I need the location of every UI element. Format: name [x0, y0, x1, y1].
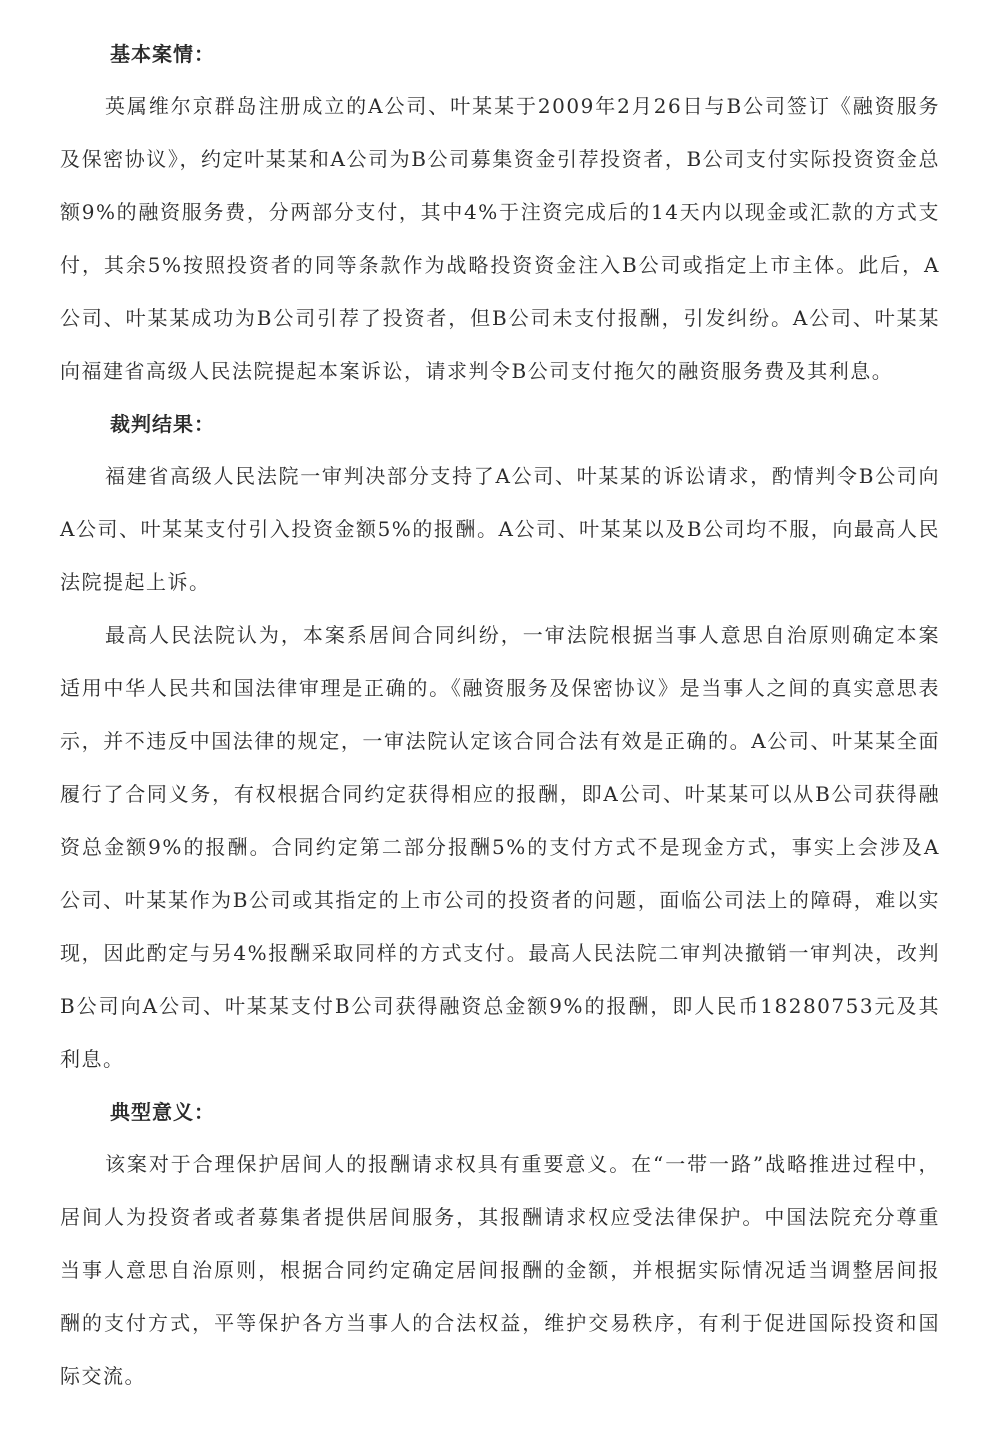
- section-heading-significance: 典型意义：: [110, 1100, 215, 1124]
- section-heading-judgment-result: 裁判结果：: [110, 412, 215, 436]
- paragraph-significance: 该案对于合理保护居间人的报酬请求权具有重要意义。在“一带一路”战略推进过程中，居间人为投资者或者募集者提供居间服务，其报酬请求权应受法律保护。中国法院充分尊重当事人意思自治原则，根据合同约定确定居间报酬的金额，并根据实际情况适当调整居间报酬的支付方式，平等保护各方当事人的合法权益，维护交易秩序，有利于促进国际投资和国际交流。: [60, 1152, 940, 1388]
- section-heading-basic-facts: 基本案情：: [110, 42, 215, 66]
- paragraph-supreme-court: 最高人民法院认为，本案系居间合同纠纷，一审法院根据当事人意思自治原则确定本案适用中华人民共和国法律审理是正确的。《融资服务及保密协议》是当事人之间的真实意思表示，并不违反中国法律的规定，一审法院认定该合同合法有效是正确的。A公司、叶某某全面履行了合同义务，有权根据合同约定获得相应的报酬，即A公司、叶某某可以从B公司获得融资总金额9%的报酬。合同约定第二部分报酬5%的支付方式不是现金方式，事实上会涉及A公司、叶某某作为B公司或其指定的上市公司的投资者的问题，面临公司法上的障碍，难以实现，因此酌定与另4%报酬采取同样的方式支付。最高人民法院二审判决撤销一审判决，改判B公司向A公司、叶某某支付B公司获得融资总金额9%的报酬，即人民币18280753元及其利息。: [60, 623, 940, 1071]
- paragraph-basic-facts: 英属维尔京群岛注册成立的A公司、叶某某于2009年2月26日与B公司签订《融资服务及保密协议》，约定叶某某和A公司为B公司募集资金引荐投资者，B公司支付实际投资资金总额9%的融资服务费，分两部分支付，其中4%于注资完成后的14天内以现金或汇款的方式支付，其余5%按照投资者的同等条款作为战略投资资金注入B公司或指定上市主体。此后，A公司、叶某某成功为B公司引荐了投资者，但B公司未支付报酬，引发纠纷。A公司、叶某某向福建省高级人民法院提起本案诉讼，请求判令B公司支付拖欠的融资服务费及其利息。: [60, 94, 940, 383]
- paragraph-first-instance: 福建省高级人民法院一审判决部分支持了A公司、叶某某的诉讼请求，酌情判令B公司向A公司、叶某某支付引入投资金额5%的报酬。A公司、叶某某以及B公司均不服，向最高人民法院提起上诉。: [60, 464, 940, 594]
